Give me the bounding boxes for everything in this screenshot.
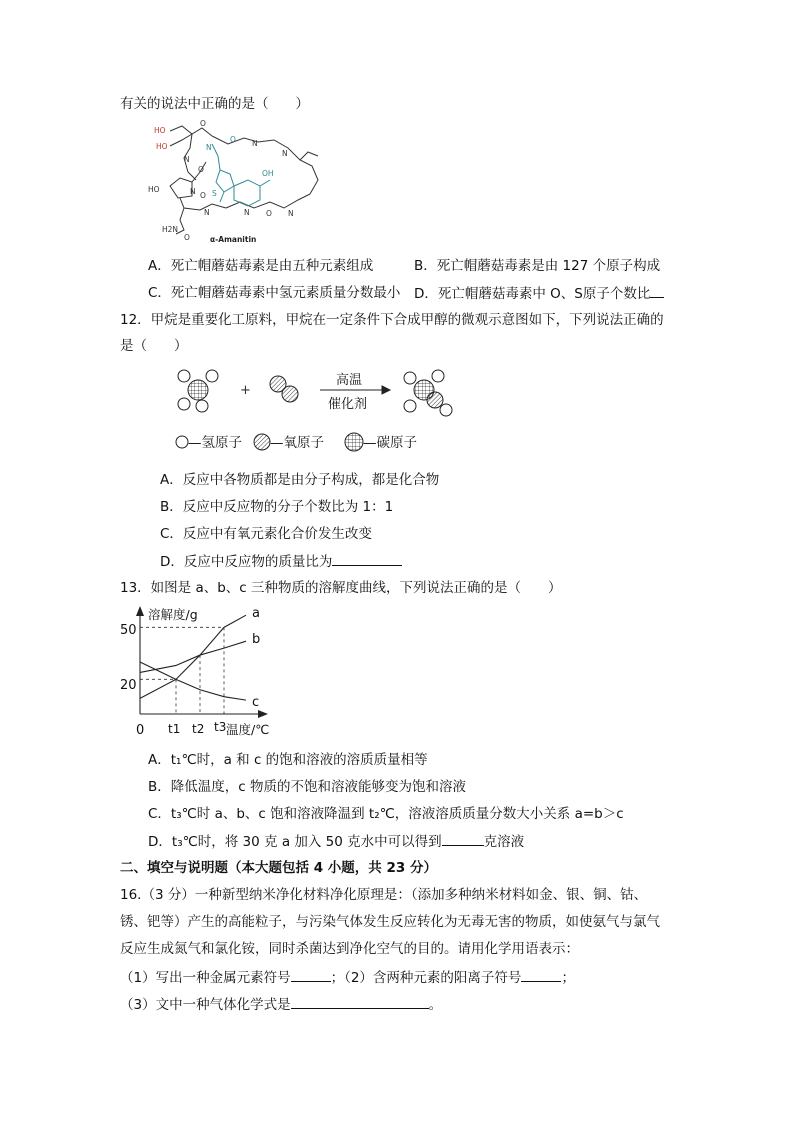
q16-sub3: [120, 994, 442, 1015]
hydrogen-atom: [432, 370, 444, 382]
legend-hydrogen-icon: [176, 436, 188, 448]
q16-sub3-text: （3）文中一种气体化学式是: [120, 997, 291, 1013]
series-label-b: b: [252, 632, 261, 648]
plus-sign: +: [240, 383, 251, 398]
atom-label: OH: [262, 169, 274, 178]
q11-option-d-text: D．死亡帽蘑菇毒素中 O、S原子个数比: [414, 286, 651, 302]
atom-label: O: [266, 209, 272, 218]
atom-label: O: [200, 119, 206, 128]
atom-label: N: [252, 139, 258, 148]
atom-label: N: [184, 155, 190, 164]
q13-option-d: [148, 831, 524, 852]
q13-option-b: B．降低温度，c 物质的不饱和溶液能够变为饱和溶液: [148, 779, 466, 795]
legend-carbon-icon: [345, 433, 363, 451]
q12-option-d-text: D．反应中反应物的质量比为: [160, 554, 333, 570]
q16-sub1: （1）写出一种金属元素符号: [120, 970, 291, 986]
curve-a: [140, 615, 246, 698]
hydrogen-atom: [178, 398, 190, 410]
q11-option-b: B．死亡帽蘑菇毒素是由 127 个原子构成: [414, 258, 661, 274]
atom-label: H2N: [162, 225, 179, 234]
q16-sub3-end: 。: [428, 997, 443, 1013]
atom-label: N: [206, 143, 212, 152]
y-tick-50: 50: [120, 623, 137, 638]
hydrogen-atom: [404, 372, 416, 384]
hydrogen-atom: [404, 400, 416, 412]
q16-sub2-end: ；: [561, 970, 575, 986]
q12-option-c: C．反应中有氧元素化合价发生改变: [160, 526, 372, 542]
x-tick-t1: t1: [168, 722, 181, 736]
q16-sub2: （2）含两种元素的阳离子符号: [344, 970, 522, 986]
hydrogen-atom: [440, 404, 452, 416]
q13-option-d-suffix: 克溶液: [483, 834, 525, 850]
q13-option-d-text: D．t₃℃时，将 30 克 a 加入 50 克水中可以得到: [148, 834, 442, 850]
answer-blank: [291, 994, 429, 1009]
atom-label: N: [190, 187, 196, 196]
y-axis-label: 溶解度/g: [148, 607, 198, 622]
legend-oxygen: —氧原子: [270, 435, 324, 451]
curve-c: [140, 662, 246, 700]
carbon-atom: [414, 380, 434, 400]
answer-blank: [332, 551, 402, 566]
legend-carbon: —碳原子: [363, 435, 417, 451]
legend-oxygen-icon: [254, 434, 270, 450]
y-tick-20: 20: [120, 678, 137, 693]
answer-blank: [521, 967, 561, 982]
series-label-a: a: [252, 606, 260, 622]
atom-label: N: [288, 209, 294, 218]
x-tick-t3: t3: [214, 720, 227, 734]
q16-line2: 锈、钯等）产生的高能粒子，与污染气体发生反应转化为无毒无害的物质，如使氨气与氯气: [120, 914, 660, 930]
hydrogen-atom: [196, 400, 208, 412]
curve-b: [140, 641, 246, 672]
atom-label: O: [184, 233, 190, 242]
reaction-diagram: [170, 362, 470, 462]
q16-line1: 16.（3 分）一种新型纳米净化材料净化原理是：（添加多种纳米材料如金、银、铜、钴、: [120, 887, 648, 903]
q16-sub1-end: ；: [330, 970, 345, 986]
x-axis-arrow: [258, 710, 268, 718]
legend-hydrogen: —氢原子: [188, 435, 242, 451]
q12-option-a: A．反应中各物质都是由分子构成，都是化合物: [160, 472, 440, 488]
structure-caption: α-Amanitin: [210, 235, 257, 244]
atom-label: HO: [156, 142, 168, 151]
q11-option-d: [414, 283, 664, 304]
condition-bottom: 催化剂: [328, 397, 368, 412]
answer-blank: [442, 831, 484, 846]
q13-option-c: C．t₃℃时 a、b、c 饱和溶液降温到 t₂℃，溶液溶质质量分数大小关系 a=b＞c: [148, 806, 624, 822]
hydrogen-atom: [206, 370, 218, 382]
x-tick-t2: t2: [192, 722, 205, 736]
atom-label: S: [212, 189, 217, 198]
amanitin-structure: [140, 116, 330, 248]
answer-blank: [291, 967, 331, 982]
q11-stem: 有关的说法中正确的是（ ）: [120, 96, 309, 112]
q12-stem-line2: 是（ ）: [120, 338, 188, 354]
carbon-atom: [188, 380, 208, 400]
atom-label: N: [204, 208, 210, 217]
condition-top: 高温: [336, 373, 363, 388]
answer-blank: [650, 283, 664, 298]
atom-label: N: [244, 208, 250, 217]
atom-label: O: [200, 191, 206, 200]
atom-label: O: [198, 165, 204, 174]
atom-label: O: [230, 135, 236, 144]
origin-label: 0: [136, 723, 145, 738]
y-axis-arrow: [136, 606, 144, 616]
section-title: 二、填空与说明题（本大题包括 4 小题，共 23 分）: [120, 860, 437, 876]
atom-label: HO: [148, 185, 160, 194]
q13-stem: 13．如图是 a、b、c 三种物质的溶解度曲线，下列说法正确的是（ ）: [120, 580, 562, 596]
x-axis-label: 温度/℃: [226, 722, 270, 737]
q11-option-a: A．死亡帽蘑菇毒素是由五种元素组成: [148, 258, 374, 274]
atom-label: HO: [154, 126, 166, 135]
q11-option-c: C．死亡帽蘑菇毒素中氢元素质量分数最小: [148, 285, 401, 301]
q12-stem-line1: 12．甲烷是重要化工原料，甲烷在一定条件下合成甲醇的微观示意图如下，下列说法正确的: [120, 312, 664, 328]
series-label-c: c: [252, 695, 260, 711]
oxygen-atom: [282, 386, 298, 402]
q12-option-d: [160, 551, 402, 572]
q16-sub1-sub2: [120, 967, 575, 988]
q13-option-a: A．t₁℃时，a 和 c 的饱和溶液的溶质质量相等: [148, 752, 428, 768]
solubility-chart: [114, 600, 284, 742]
hydrogen-atom: [178, 370, 190, 382]
q16-line3: 反应生成氮气和氯化铵，同时杀菌达到净化空气的目的。请用化学用语表示：: [120, 941, 579, 957]
atom-label: N: [282, 149, 288, 158]
q12-option-b: B．反应中反应物的分子个数比为 1：1: [160, 499, 394, 515]
